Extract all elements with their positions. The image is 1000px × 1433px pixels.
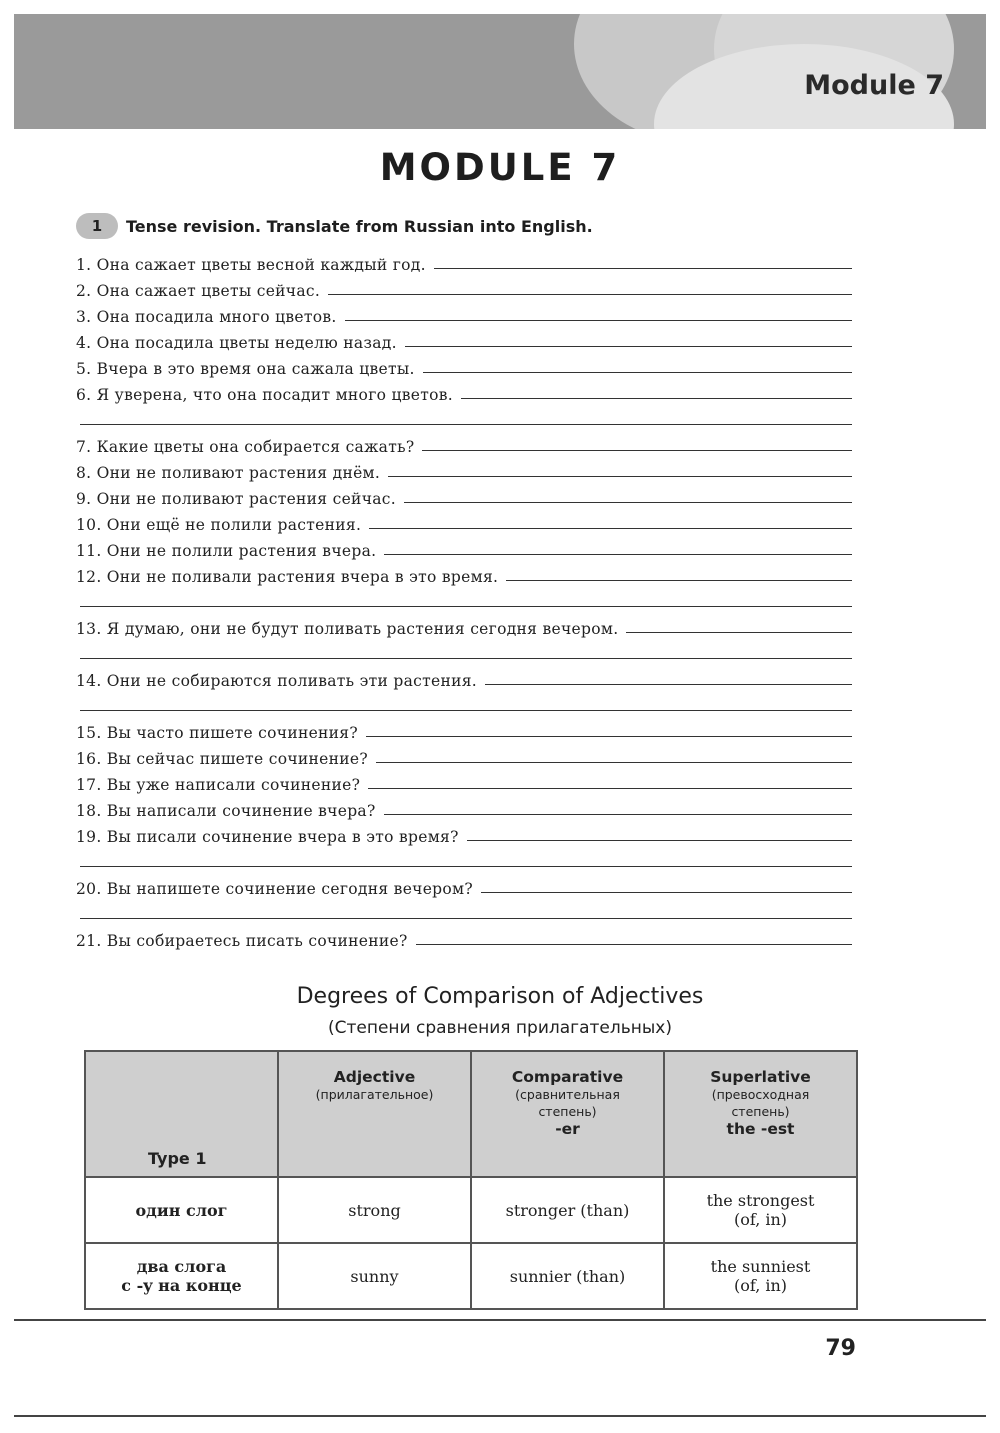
exercise-item <box>76 768 852 794</box>
exercise-item-text: 13. Я думаю, они не будут поливать растения сегодня вечером. <box>76 620 619 638</box>
exercise-item <box>76 378 852 404</box>
answer-line[interactable] <box>626 632 852 633</box>
exercise-item-text: 6. Я уверена, что она посадит много цветов. <box>76 386 453 404</box>
exercise-item-text: 2. Она сажает цветы сейчас. <box>76 282 321 300</box>
exercise-item-text: 1. Она сажает цветы весной каждый год. <box>76 256 426 274</box>
superlative-line-2: (of, in) <box>733 1210 788 1229</box>
exercise-item <box>76 326 852 352</box>
exercise-item <box>76 248 852 274</box>
answer-line-blank <box>76 586 852 612</box>
header-comparative-ru-1: (сравнительная <box>515 1087 620 1102</box>
answer-line[interactable] <box>80 710 852 711</box>
answer-line-blank <box>76 846 852 872</box>
exercise-item-text: 16. Вы сейчас пишете сочинение? <box>76 750 368 768</box>
answer-line[interactable] <box>467 840 852 841</box>
answer-line[interactable] <box>384 814 852 815</box>
header-superlative-suffix: the -est <box>726 1120 795 1138</box>
exercise-item-text: 9. Они не поливают растения сейчас. <box>76 490 396 508</box>
row-label-line-1: два слога <box>136 1257 227 1276</box>
exercise-item <box>76 508 852 534</box>
header-superlative-label: Superlative <box>710 1068 811 1086</box>
answer-line[interactable] <box>384 554 852 555</box>
comparison-table <box>84 1050 858 1310</box>
header-adjective-ru: (прилагательное) <box>315 1087 434 1102</box>
section-title: Degrees of Comparison of Adjectives <box>296 984 704 1009</box>
exercise-item <box>76 820 852 846</box>
exercise-item-text: 5. Вчера в это время она сажала цветы. <box>76 360 415 378</box>
cell-adjective: strong <box>278 1177 471 1243</box>
answer-line[interactable] <box>423 372 852 373</box>
answer-line[interactable] <box>80 918 852 919</box>
cell-superlative <box>664 1177 857 1243</box>
header-comparative-suffix: -er <box>555 1120 580 1138</box>
table-row <box>85 1243 857 1309</box>
answer-line[interactable] <box>80 606 852 607</box>
exercise-item-text: 11. Они не полили растения вчера. <box>76 542 377 560</box>
exercise-items <box>76 248 852 950</box>
answer-line[interactable] <box>416 944 852 945</box>
exercise-item-text: 3. Она посадила много цветов. <box>76 308 337 326</box>
cell-adjective: sunny <box>278 1243 471 1309</box>
answer-line[interactable] <box>368 788 852 789</box>
answer-line[interactable] <box>388 476 852 477</box>
answer-line[interactable] <box>369 528 852 529</box>
answer-line[interactable] <box>366 736 852 737</box>
page-header-banner <box>14 14 986 129</box>
row-label <box>85 1243 278 1309</box>
exercise-item <box>76 924 852 950</box>
exercise-item <box>76 872 852 898</box>
section-subtitle: (Степени сравнения прилагательных) <box>327 1018 672 1038</box>
exercise-item <box>76 534 852 560</box>
row-label-line-2: с -y на конце <box>121 1276 242 1295</box>
exercise-item <box>76 612 852 638</box>
exercise-item <box>76 300 852 326</box>
page-title: MODULE 7 <box>379 146 621 189</box>
exercise-item-text: 7. Какие цветы она собирается сажать? <box>76 438 415 456</box>
table-row <box>85 1177 857 1243</box>
answer-line[interactable] <box>80 658 852 659</box>
exercise-instruction: Tense revision. Translate from Russian into English. <box>126 216 593 236</box>
header-type: Type 1 <box>85 1051 278 1177</box>
exercise-item <box>76 742 852 768</box>
answer-line[interactable] <box>80 866 852 867</box>
page-number: 79 <box>825 1336 856 1361</box>
header-superlative-ru-1: (превосходная <box>711 1087 810 1102</box>
exercise-item-text: 21. Вы собираетесь писать сочинение? <box>76 932 408 950</box>
exercise-item <box>76 482 852 508</box>
row-label <box>85 1177 278 1243</box>
header-comparative-label: Comparative <box>511 1068 624 1086</box>
superlative-line-2: (of, in) <box>733 1276 788 1295</box>
cell-comparative: sunnier (than) <box>471 1243 664 1309</box>
exercise-item-text: 20. Вы напишете сочинение сегодня вечером? <box>76 880 474 898</box>
answer-line-blank <box>76 404 852 430</box>
answer-line-blank <box>76 690 852 716</box>
answer-line[interactable] <box>80 424 852 425</box>
exercise-item <box>76 664 852 690</box>
exercise-item <box>76 794 852 820</box>
header-superlative-ru-2: степень) <box>731 1104 790 1119</box>
exercise-item-text: 4. Она посадила цветы неделю назад. <box>76 334 397 352</box>
exercise-item <box>76 456 852 482</box>
superlative-line-1: the sunniest <box>710 1257 811 1276</box>
exercise-item-text: 18. Вы написали сочинение вчера? <box>76 802 376 820</box>
header-comparative-ru-2: степень) <box>538 1104 597 1119</box>
header-superlative <box>664 1051 857 1177</box>
header-module-label: Module 7 <box>804 70 944 101</box>
answer-line-blank <box>76 638 852 664</box>
row-label-line-1: один слог <box>135 1200 228 1220</box>
exercise-item-text: 12. Они не поливали растения вчера в это время. <box>76 568 499 586</box>
table-header-row <box>85 1051 857 1177</box>
exercise-item <box>76 274 852 300</box>
footer-divider <box>14 1319 986 1321</box>
exercise-item <box>76 716 852 742</box>
exercise-item <box>76 560 852 586</box>
answer-line[interactable] <box>461 398 852 399</box>
header-adjective <box>278 1051 471 1177</box>
superlative-line-1: the strongest <box>706 1191 815 1210</box>
answer-line[interactable] <box>434 268 852 269</box>
answer-line[interactable] <box>485 684 852 685</box>
exercise-heading <box>76 212 593 240</box>
answer-line[interactable] <box>405 346 852 347</box>
exercise-item-text: 10. Они ещё не полили растения. <box>76 516 362 534</box>
exercise-item-text: 17. Вы уже написали сочинение? <box>76 776 361 794</box>
answer-line[interactable] <box>328 294 852 295</box>
answer-line[interactable] <box>481 892 852 893</box>
answer-line[interactable] <box>376 762 852 763</box>
answer-line-blank <box>76 898 852 924</box>
footer-bottom-divider <box>14 1415 986 1417</box>
exercise-item-text: 8. Они не поливают растения днём. <box>76 464 381 482</box>
exercise-item <box>76 430 852 456</box>
exercise-number-badge: 1 <box>76 213 118 239</box>
exercise-item <box>76 352 852 378</box>
cell-comparative: stronger (than) <box>471 1177 664 1243</box>
header-comparative <box>471 1051 664 1177</box>
answer-line[interactable] <box>506 580 852 581</box>
cell-superlative <box>664 1243 857 1309</box>
answer-line[interactable] <box>404 502 852 503</box>
exercise-item-text: 19. Вы писали сочинение вчера в это время? <box>76 828 459 846</box>
answer-line[interactable] <box>422 450 852 451</box>
answer-line[interactable] <box>345 320 852 321</box>
exercise-item-text: 15. Вы часто пишете сочинения? <box>76 724 358 742</box>
header-adjective-label: Adjective <box>333 1068 416 1086</box>
exercise-item-text: 14. Они не собираются поливать эти растения. <box>76 672 478 690</box>
